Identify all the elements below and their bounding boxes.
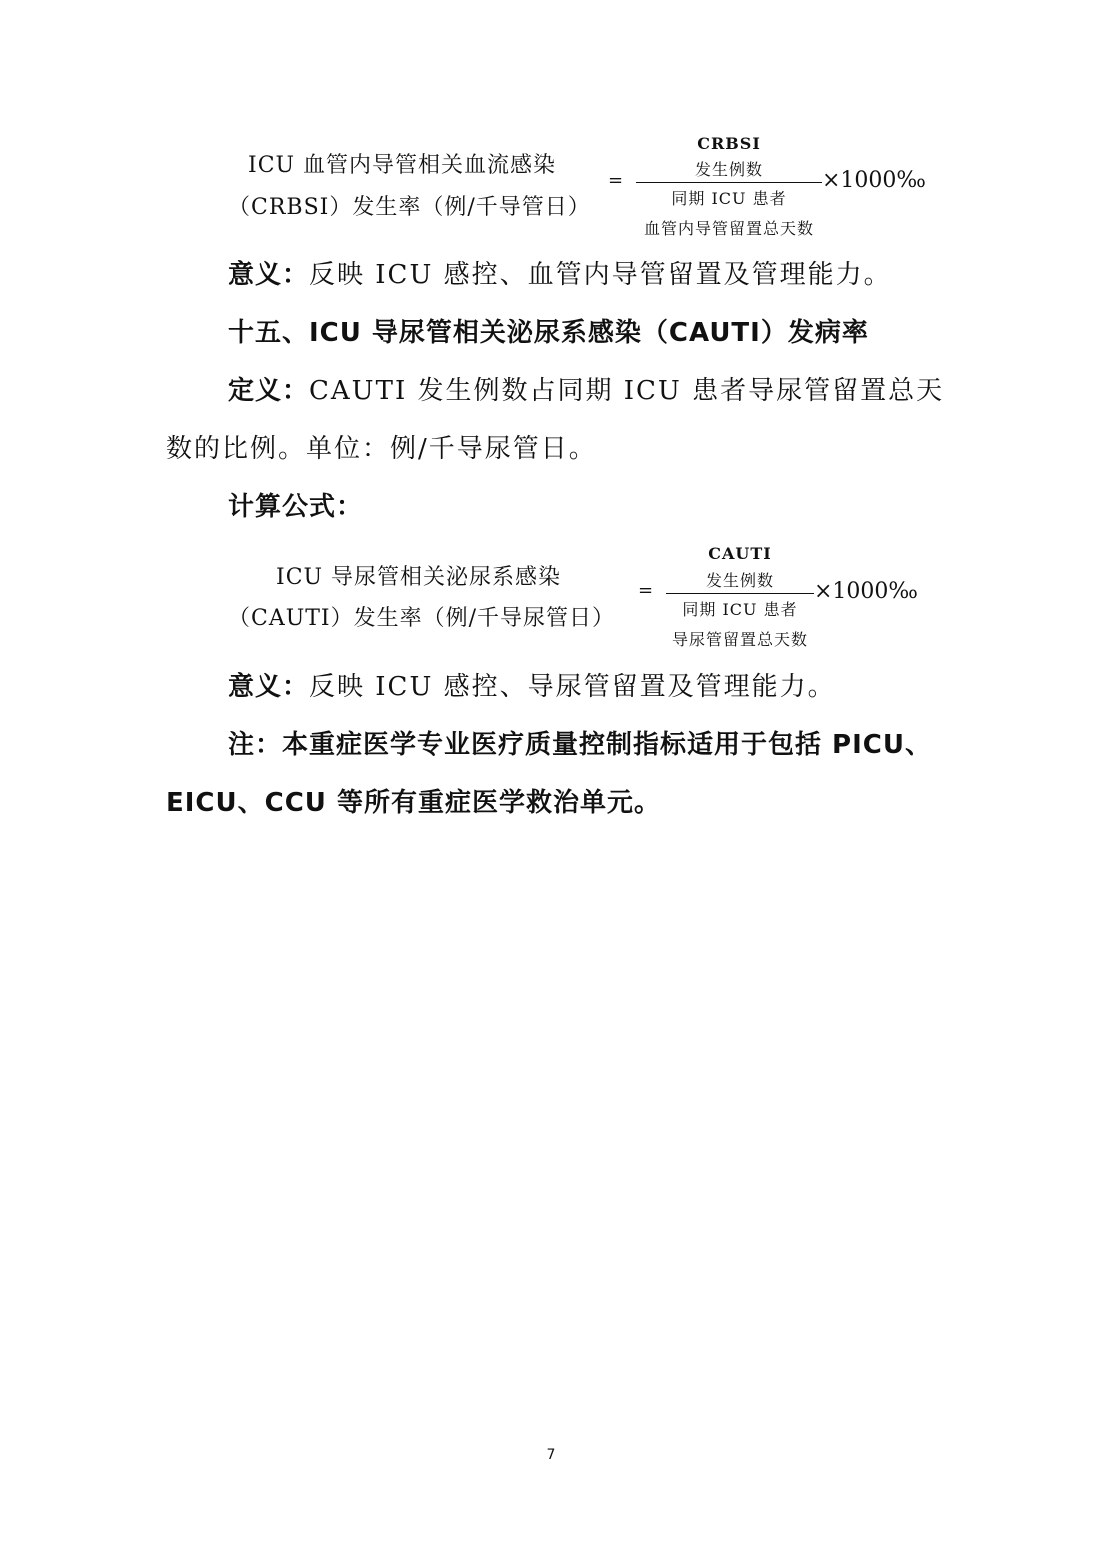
formula-crbsi-denominator-line2: 血管内导管留置总天数 (643, 219, 814, 238)
formula-crbsi-lhs-line2: （CRBSI）发生率（例/千导管日） (228, 195, 591, 220)
note-line2: EICU、CCU 等所有重症医学救治单元。 (166, 788, 661, 818)
formula-crbsi-equals: = (608, 170, 624, 191)
meaning-cauti (228, 674, 836, 700)
formula-cauti-lhs-line1: ICU 导尿管相关泌尿系感染 (276, 565, 562, 590)
formula-crbsi-numerator-line2: 发生例数 (694, 160, 763, 179)
definition-cauti-text-line1: CAUTI 发生例数占同期 ICU 患者导尿管留置总天 (309, 376, 945, 406)
definition-cauti-line2: 数的比例。单位：例/千导尿管日。 (166, 434, 597, 464)
formula-cauti-multiplier: ×1000‰ (814, 579, 918, 604)
meaning-crbsi (228, 262, 892, 288)
formula-cauti-denominator-line1: 同期 ICU 患者 (682, 600, 798, 619)
note-line1: 注：本重症医学专业医疗质量控制指标适用于包括 PICU、 (228, 730, 932, 760)
definition-cauti-line1 (228, 378, 944, 404)
formula-crbsi-fraction-bar (636, 182, 822, 183)
formula-cauti-denominator-line2: 导尿管留置总天数 (671, 630, 808, 649)
formula-crbsi-multiplier: ×1000‰ (822, 168, 926, 193)
formula-crbsi-lhs-line1: ICU 血管内导管相关血流感染 (248, 153, 557, 178)
meaning-cauti-label: 意义： (228, 672, 310, 702)
meaning-cauti-text: 反映 ICU 感控、导尿管留置及管理能力。 (309, 672, 836, 702)
formula-crbsi-numerator-line1: CRBSI (697, 134, 761, 153)
formula-cauti-equals: = (638, 580, 654, 601)
page-number: 7 (546, 1447, 556, 1463)
formula-label: 计算公式： (228, 492, 364, 522)
formula-cauti-numerator-line2: 发生例数 (705, 571, 774, 590)
formula-crbsi-denominator-line1: 同期 ICU 患者 (671, 189, 787, 208)
section-15-heading: 十五、ICU 导尿管相关泌尿系感染（CAUTI）发病率 (228, 318, 869, 348)
meaning-crbsi-label: 意义： (228, 260, 310, 290)
meaning-crbsi-text: 反映 ICU 感控、血管内导管留置及管理能力。 (309, 260, 892, 290)
formula-cauti-numerator-line1: CAUTI (708, 544, 772, 563)
definition-cauti-label: 定义： (228, 376, 310, 406)
formula-cauti-lhs-line2: （CAUTI）发生率（例/千导尿管日） (228, 606, 616, 631)
formula-cauti-fraction-bar (666, 593, 814, 594)
